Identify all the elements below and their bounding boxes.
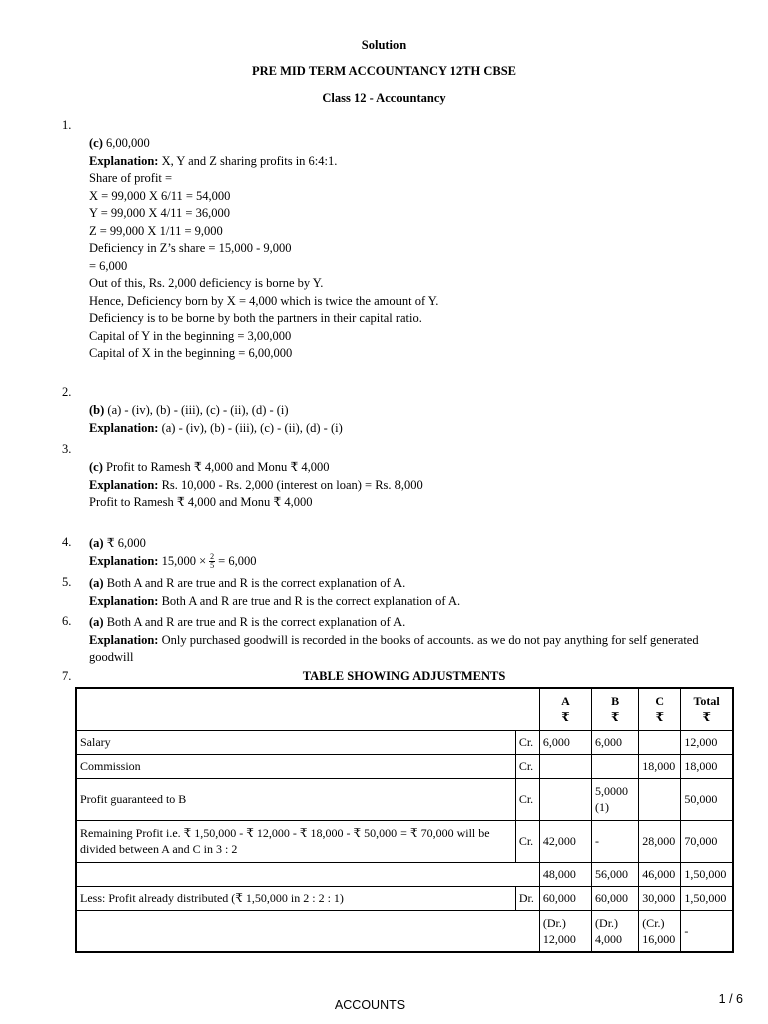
answer-option: (b)	[89, 403, 105, 417]
amount-a-cell	[539, 754, 591, 778]
explanation-text: 15,000 ×	[158, 553, 207, 568]
header-cell-a	[539, 688, 591, 730]
answer-block-5	[89, 575, 729, 610]
answer-line	[89, 614, 714, 632]
question-number: 5.	[62, 575, 72, 589]
particulars-cell: Less: Profit already distributed (₹ 1,50,000 in 2 : 2 : 1)	[76, 886, 515, 910]
drcr-cell: Cr.	[515, 820, 539, 862]
answer-line	[89, 575, 729, 593]
explanation-label: Explanation:	[89, 420, 159, 435]
amount-a-cell: 48,000	[539, 862, 591, 886]
answer-option: (a)	[89, 576, 104, 590]
header-unit: ₹	[655, 710, 664, 725]
working-line: Out of this, Rs. 2,000 deficiency is borne by Y.	[89, 276, 324, 290]
explanation-result: = 6,000	[218, 553, 257, 568]
adjustments-table	[75, 687, 734, 953]
amount-a-cell	[539, 778, 591, 820]
working-line: Capital of X in the beginning = 6,00,000	[89, 346, 293, 360]
explanation-label: Explanation:	[89, 553, 159, 568]
header-name: B	[611, 694, 620, 709]
amount-c-cell	[639, 778, 681, 820]
amount-c-cell: 30,000	[639, 886, 681, 910]
amount-b-cell: 60,000	[592, 886, 639, 910]
working-line: Profit to Ramesh ₹ 4,000 and Monu ₹ 4,000	[89, 495, 313, 509]
amount-c-cell: 18,000	[639, 754, 681, 778]
working-line: Capital of Y in the beginning = 3,00,000	[89, 328, 292, 343]
working-line: Deficiency in Z’s share = 15,000 - 9,000	[89, 241, 292, 255]
answer-option: (c)	[89, 460, 103, 474]
answer-text: Profit to Ramesh ₹ 4,000 and Monu ₹ 4,000	[102, 460, 330, 474]
answer-text: Both A and R are true and R is the correct explanation of A.	[103, 576, 406, 590]
drcr-cell: Cr.	[515, 778, 539, 820]
fraction-denominator: 5	[210, 561, 215, 571]
explanation-label: Explanation:	[89, 153, 159, 168]
doc-subtitle: PRE MID TERM ACCOUNTANCY 12TH CBSE	[251, 64, 517, 78]
explanation-line	[89, 593, 729, 611]
amount-c-cell: 46,000	[639, 862, 681, 886]
doc-title: Solution	[361, 38, 407, 52]
explanation-text: (a) - (iv), (b) - (iii), (c) - (ii), (d) - (i)	[158, 420, 343, 435]
fraction	[209, 553, 215, 570]
amount-b-cell: 5,0000 (1)	[592, 778, 639, 820]
answer-option: (a)	[89, 615, 104, 629]
question-number: 4.	[62, 535, 72, 549]
explanation-text: X, Y and Z sharing profits in 6:4:1.	[158, 153, 338, 168]
page-number: 1 / 6	[718, 992, 743, 1006]
explanation-text: Rs. 10,000 - Rs. 2,000 (interest on loan) = Rs. 8,000	[158, 477, 423, 492]
amount-total-cell: 12,000	[681, 730, 733, 754]
drcr-cell: Cr.	[515, 754, 539, 778]
header-blank-cell	[76, 688, 539, 730]
header-unit: ₹	[610, 710, 620, 725]
explanation-label: Explanation:	[89, 477, 159, 492]
explanation-line	[89, 477, 729, 495]
table-row	[76, 820, 733, 862]
amount-b-cell	[592, 754, 639, 778]
particulars-cell: Salary	[76, 730, 515, 754]
answer-text: ₹ 6,000	[103, 536, 146, 550]
working-line: Hence, Deficiency born by X = 4,000 which is twice the amount of Y.	[89, 293, 439, 308]
header-name: A	[561, 694, 570, 709]
amount-b-cell: (Dr.) 4,000	[592, 910, 639, 952]
class-line: Class 12 - Accountancy	[322, 91, 446, 105]
amount-c-cell: (Cr.) 16,000	[639, 910, 681, 952]
table-header-row	[76, 688, 733, 730]
particulars-cell	[76, 910, 539, 952]
explanation-label: Explanation:	[89, 632, 159, 647]
particulars-cell	[76, 862, 539, 886]
particulars-cell: Profit guaranteed to B	[76, 778, 515, 820]
answer-line	[89, 402, 729, 420]
answer-line	[89, 535, 729, 553]
working-line: Deficiency is to be borne by both the partners in their capital ratio.	[89, 311, 422, 325]
amount-a-cell: 6,000	[539, 730, 591, 754]
table-row	[76, 862, 733, 886]
header-cell-b	[592, 688, 639, 730]
answer-block-2	[89, 402, 729, 437]
question-number: 1.	[62, 118, 72, 132]
header-cell-c	[639, 688, 681, 730]
question-number: 7.	[62, 669, 72, 683]
answer-text: 6,00,000	[102, 136, 150, 150]
amount-a-cell: 60,000	[539, 886, 591, 910]
question-number: 3.	[62, 442, 72, 456]
answer-option: (a)	[89, 536, 104, 550]
table-row	[76, 754, 733, 778]
answer-line	[89, 135, 729, 153]
header-name: Total	[693, 694, 720, 709]
amount-total-cell: 18,000	[681, 754, 733, 778]
amount-b-cell: -	[592, 820, 639, 862]
table-row	[76, 910, 733, 952]
answer-option: (c)	[89, 136, 103, 150]
working-line: = 6,000	[89, 258, 128, 273]
working-line: Y = 99,000 X 4/11 = 36,000	[89, 206, 230, 220]
particulars-cell: Remaining Profit i.e. ₹ 1,50,000 - ₹ 12,000 - ₹ 18,000 - ₹ 50,000 = ₹ 70,000 will be divided between A and C in 3 : 2	[76, 820, 515, 862]
particulars-cell: Commission	[76, 754, 515, 778]
explanation-line	[89, 153, 729, 171]
answer-block-3	[89, 459, 729, 512]
explanation-text: Both A and R are true and R is the correct explanation of A.	[158, 593, 461, 608]
header-unit: ₹	[702, 710, 711, 725]
table-row	[76, 778, 733, 820]
amount-total-cell: 70,000	[681, 820, 733, 862]
header-cell-total	[681, 688, 733, 730]
explanation-line	[89, 632, 714, 667]
explanation-line	[89, 553, 729, 571]
answer-text: Both A and R are true and R is the correct explanation of A.	[103, 615, 406, 629]
answer-block-4	[89, 535, 729, 570]
table-row	[76, 886, 733, 910]
amount-total-cell: -	[681, 910, 733, 952]
amount-a-cell: (Dr.) 12,000	[539, 910, 591, 952]
amount-a-cell: 42,000	[539, 820, 591, 862]
header-unit: ₹	[561, 710, 570, 725]
footer-label: ACCOUNTS	[334, 998, 406, 1012]
amount-total-cell: 1,50,000	[681, 886, 733, 910]
question-number: 2.	[62, 385, 72, 399]
working-line: Z = 99,000 X 1/11 = 9,000	[89, 223, 223, 238]
fraction-numerator: 2	[210, 552, 215, 562]
answer-line	[89, 459, 729, 477]
working-line: Share of profit =	[89, 171, 173, 185]
amount-b-cell: 6,000	[592, 730, 639, 754]
working-line: X = 99,000 X 6/11 = 54,000	[89, 188, 231, 203]
drcr-cell: Dr.	[515, 886, 539, 910]
question-number: 6.	[62, 614, 72, 628]
explanation-text: Only purchased goodwill is recorded in the books of accounts. as we do not pay anything for self generated goodwill	[89, 632, 699, 664]
explanation-line	[89, 420, 729, 438]
drcr-cell: Cr.	[515, 730, 539, 754]
amount-c-cell	[639, 730, 681, 754]
table-row	[76, 730, 733, 754]
amount-c-cell: 28,000	[639, 820, 681, 862]
amount-total-cell: 1,50,000	[681, 862, 733, 886]
explanation-label: Explanation:	[89, 593, 159, 608]
table-title: TABLE SHOWING ADJUSTMENTS	[302, 669, 506, 683]
amount-total-cell: 50,000	[681, 778, 733, 820]
answer-block-6	[89, 614, 714, 667]
answer-block-1	[89, 135, 729, 363]
amount-b-cell: 56,000	[592, 862, 639, 886]
header-name: C	[655, 694, 665, 709]
answer-text: (a) - (iv), (b) - (iii), (c) - (ii), (d) - (i)	[104, 403, 289, 417]
